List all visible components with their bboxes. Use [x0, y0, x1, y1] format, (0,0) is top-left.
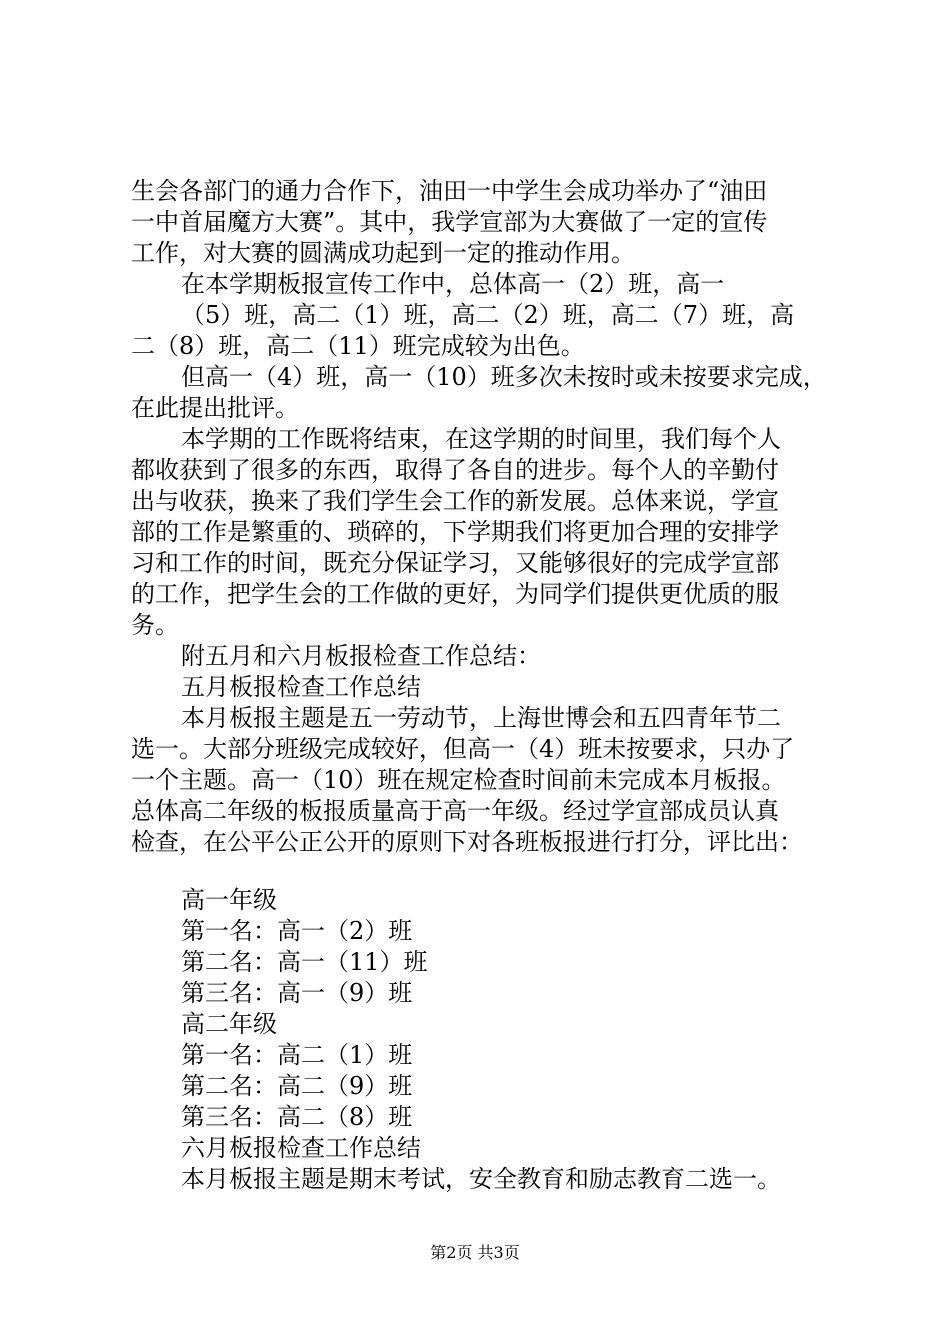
appendix-title: 附五月和六月板报检查工作总结： [181, 642, 541, 670]
paragraph-line: 的工作，把学生会的工作做的更好，为同学们提供更优质的服 [131, 580, 779, 608]
paragraph-line: 习和工作的时间，既充分保证学习，又能够很好的完成学宣部 [131, 549, 779, 577]
paragraph-line: 总体高二年级的板报质量高于高一年级。经过学宣部成员认真 [131, 797, 779, 825]
section-title-june: 六月板报检查工作总结 [181, 1134, 421, 1162]
paragraph-line: 本月板报主题是五一劳动节，上海世博会和五四青年节二 [181, 704, 781, 732]
paragraph-line: 本学期的工作既将结束，在这学期的时间里，我们每个人 [181, 425, 781, 453]
paragraph-line: （5）班，高二（1）班，高二（2）班，高二（7）班，高 [181, 301, 795, 329]
ranking-item: 第二名：高二（9）班 [181, 1072, 413, 1100]
ranking-item: 第一名：高二（1）班 [181, 1041, 413, 1069]
paragraph-line: 一个主题。高一（10）班在规定检查时间前未完成本月板报。 [131, 766, 786, 794]
paragraph-line: 二（8）班，高二（11）班完成较为出色。 [131, 332, 585, 360]
ranking-item: 第三名：高二（8）班 [181, 1103, 413, 1131]
paragraph-line: 部的工作是繁重的、琐碎的，下学期我们将更加合理的安排学 [131, 518, 779, 546]
paragraph-line: 但高一（4）班，高一（10）班多次未按时或未按要求完成， [181, 363, 827, 391]
paragraph-line: 选一。大部分班级完成较好，但高一（4）班未按要求，只办了 [131, 735, 795, 763]
grade-title: 高二年级 [181, 1010, 277, 1038]
ranking-item: 第二名：高一（11）班 [181, 948, 428, 976]
paragraph-line: 本月板报主题是期末考试，安全教育和励志教育二选一。 [181, 1165, 781, 1193]
section-title-may: 五月板报检查工作总结 [181, 673, 421, 701]
paragraph-line: 出与收获，换来了我们学生会工作的新发展。总体来说，学宣 [131, 487, 779, 515]
paragraph-line: 检查，在公平公正公开的原则下对各班板报进行打分，评比出： [131, 828, 803, 856]
paragraph-line: 在本学期板报宣传工作中，总体高一（2）班，高一 [181, 270, 725, 298]
ranking-item: 第一名：高一（2）班 [181, 917, 413, 945]
grade-title: 高一年级 [181, 886, 277, 914]
paragraph-line: 务。 [131, 611, 179, 639]
ranking-item: 第三名：高一（9）班 [181, 979, 413, 1007]
page-footer: 第2页 共3页 [430, 1243, 520, 1262]
paragraph-line: 工作，对大赛的圆满成功起到一定的推动作用。 [131, 239, 635, 267]
paragraph-line: 生会各部门的通力合作下，油田一中学生会成功举办了“油田 [131, 177, 768, 205]
paragraph-line: 一中首届魔方大赛”。其中，我学宣部为大赛做了一定的宣传 [131, 208, 768, 236]
paragraph-line: 都收获到了很多的东西，取得了各自的进步。每个人的辛勤付 [131, 456, 779, 484]
paragraph-line: 在此提出批评。 [131, 394, 299, 422]
